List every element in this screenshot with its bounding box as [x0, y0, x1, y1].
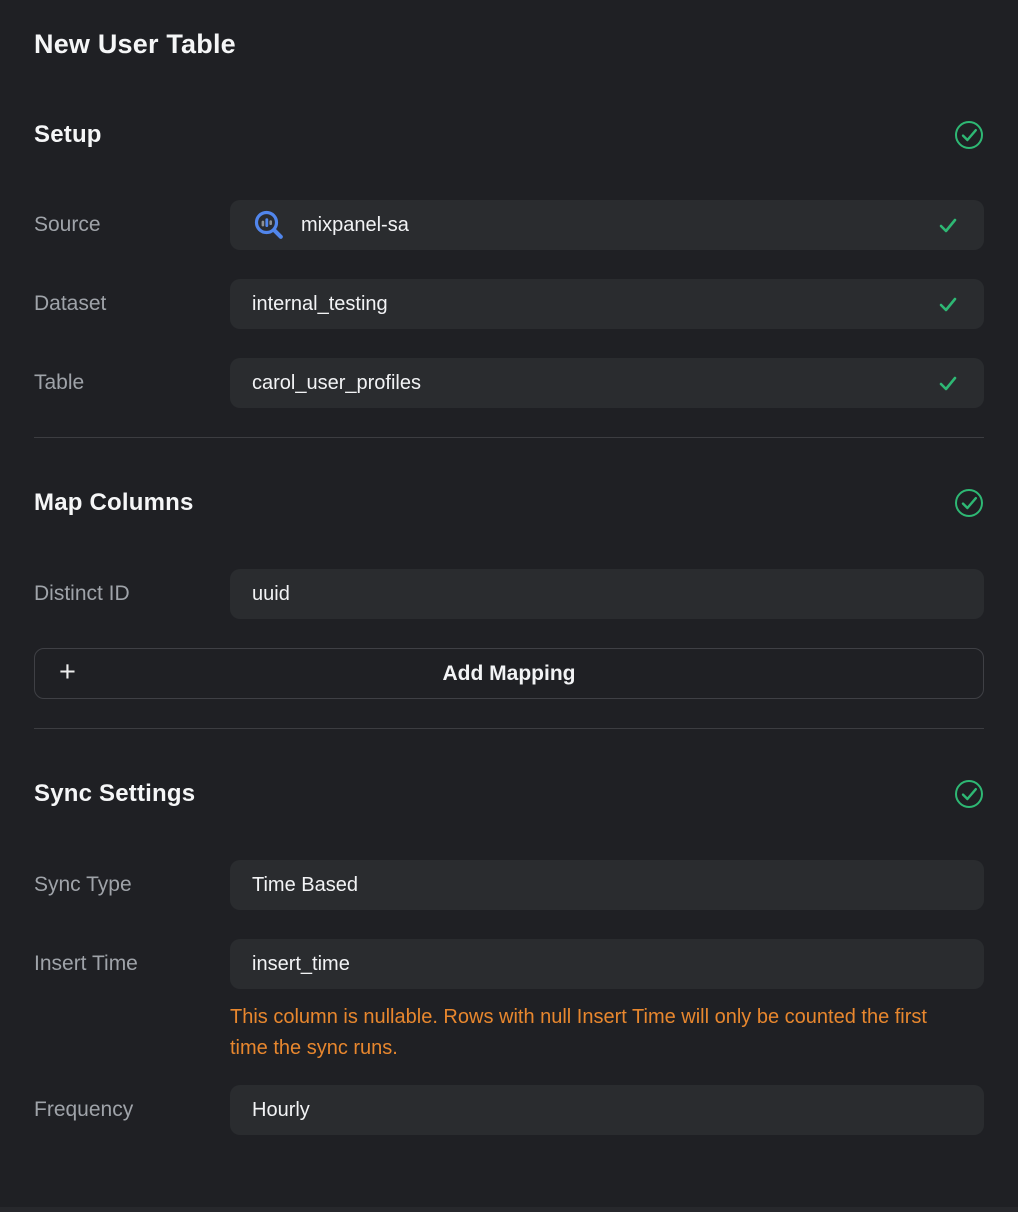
table-value: carol_user_profiles [252, 371, 421, 394]
section-divider [34, 437, 984, 438]
distinct-id-label: Distinct ID [34, 582, 130, 605]
field-row-frequency [34, 1085, 984, 1135]
frequency-label: Frequency [34, 1098, 134, 1121]
source-label: Source [34, 213, 101, 236]
map-columns-section-title: Map Columns [34, 489, 194, 516]
field-row-insert-time [34, 939, 984, 989]
insert-time-label: Insert Time [34, 952, 138, 975]
table-label: Table [34, 371, 85, 394]
sync-type-value: Time Based [252, 873, 358, 896]
check-circle-icon [954, 488, 984, 518]
page-title: New User Table [34, 29, 236, 59]
frequency-value: Hourly [252, 1098, 310, 1121]
field-row-sync-type [34, 860, 984, 910]
frequency-input[interactable] [230, 1085, 984, 1135]
sync-type-input[interactable] [230, 860, 984, 910]
setup-section-header [34, 118, 984, 152]
sync-settings-section-title: Sync Settings [34, 780, 196, 807]
check-icon [936, 213, 960, 237]
insert-time-value: insert_time [252, 952, 350, 975]
check-circle-icon [954, 779, 984, 809]
section-divider [34, 728, 984, 729]
dataset-label: Dataset [34, 292, 107, 315]
bigquery-source-icon [252, 208, 286, 242]
field-row-source [34, 200, 984, 250]
field-row-dataset [34, 279, 984, 329]
dataset-input[interactable] [230, 279, 984, 329]
insert-time-input[interactable] [230, 939, 984, 989]
plus-icon: + [59, 655, 76, 688]
add-mapping-label: Add Mapping [442, 661, 576, 685]
insert-time-nullable-warning: This column is nullable. Rows with null Insert Time will only be counted the first time the sync runs. [230, 1006, 927, 1059]
sync-settings-section-header [34, 777, 984, 811]
add-mapping-button[interactable] [34, 648, 984, 699]
check-icon [936, 371, 960, 395]
field-row-distinct-id [34, 569, 984, 619]
table-input[interactable] [230, 358, 984, 408]
field-row-table [34, 358, 984, 408]
distinct-id-value: uuid [252, 582, 290, 605]
check-icon [936, 292, 960, 316]
dataset-value: internal_testing [252, 292, 388, 315]
source-value: mixpanel-sa [301, 213, 409, 236]
sync-type-label: Sync Type [34, 873, 132, 896]
map-columns-section-header [34, 486, 984, 520]
setup-section-title: Setup [34, 121, 102, 148]
bottom-edge-strip [0, 1207, 1018, 1212]
distinct-id-input[interactable] [230, 569, 984, 619]
source-input[interactable] [230, 200, 984, 250]
check-circle-icon [954, 120, 984, 150]
